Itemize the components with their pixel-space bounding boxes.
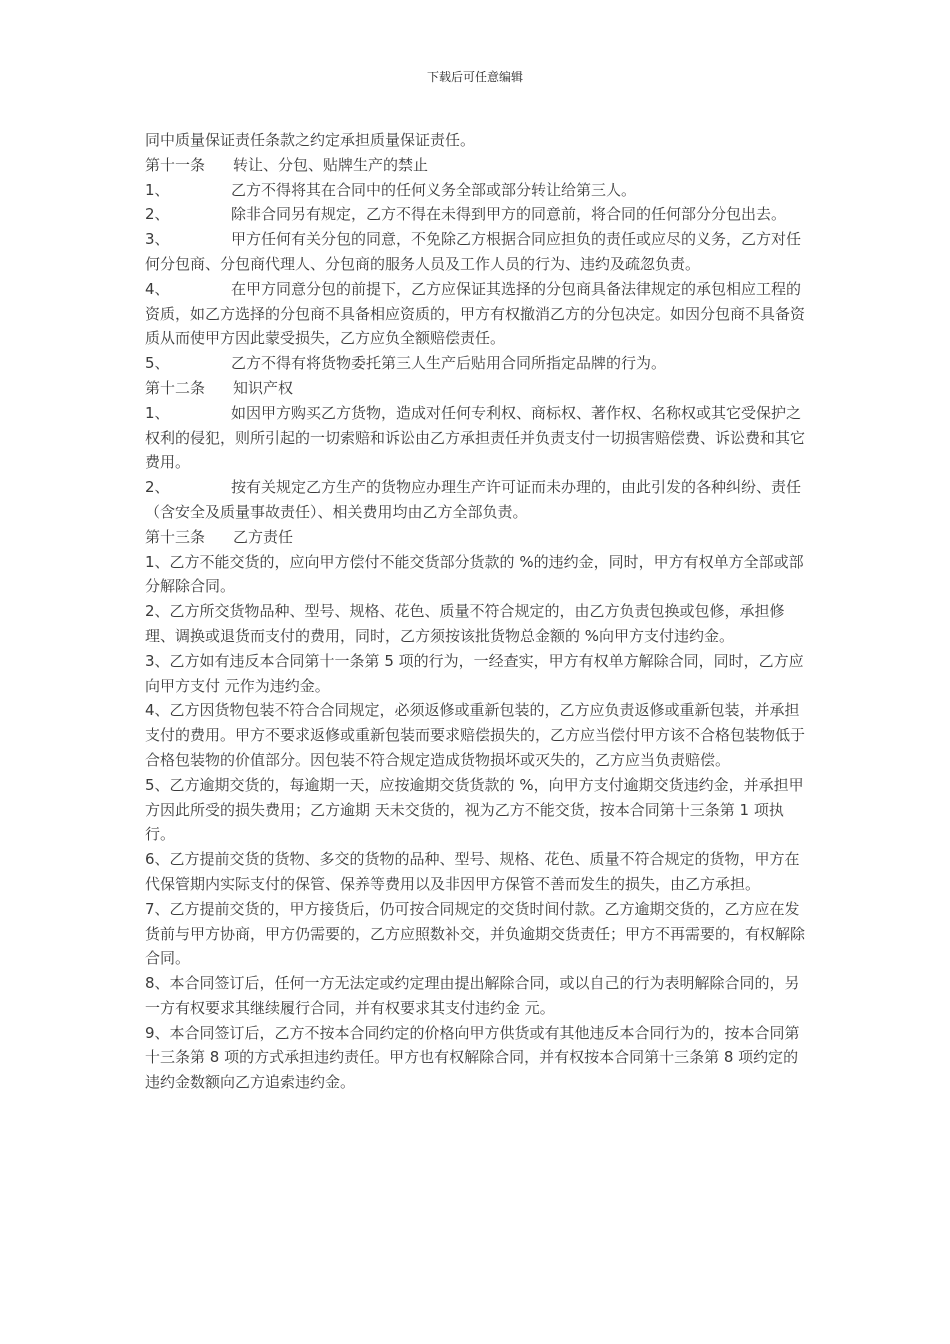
clause-number: 2、 [145,478,170,497]
clause-text: 8、本合同签订后，任何一方无法定或约定理由提出解除合同，或以自己的行为表明解除合同的，另一方有权要求其继续履行合同，并有权要求其支付违约金 元。 [145,974,800,1017]
article-heading [145,376,807,401]
article-title: 知识产权 [233,378,294,397]
clause [145,897,807,971]
clause-text: 乙方不得有将货物委托第三人生产后贴用合同所指定品牌的行为。 [231,354,667,373]
clause [145,227,807,277]
article-number: 第十二条 [145,378,206,397]
clause [145,401,807,475]
clause-text: 6、乙方提前交货的货物、多交的货物的品种、型号、规格、花色、质量不符合规定的货物，甲方在代保管期内实际支付的保管、保养等费用以及非因甲方保管不善而发生的损失，由乙方承担。 [145,850,800,893]
clause-number: 3、 [145,230,170,249]
clause [145,599,807,649]
clause-text: 3、乙方如有违反本合同第十一条第 5 项的行为，一经查实，甲方有权单方解除合同，同时，乙方应向甲方支付 元作为违约金。 [145,651,804,695]
clause [145,277,807,351]
clause-text: 如因甲方购买乙方货物，造成对任何专利权、商标权、著作权、名称权或其它受保护之权利的侵犯，则所引起的一切索赔和诉讼由乙方承担责任并负责支付一切损害赔偿费、诉讼费和其它费用。 [145,403,806,472]
clause-text: 甲方任何有关分包的同意，不免除乙方根据合同应担负的责任或应尽的义务，乙方对任何分包商、分包商代理人、分包商的服务人员及工作人员的行为、违约及疏忽负责。 [145,230,802,273]
paragraph-text: 同中质量保证责任条款之约定承担质量保证责任。 [145,131,476,149]
clause [145,773,807,847]
clause [145,971,807,1021]
clause [145,351,807,376]
clause [145,475,807,525]
clause-text: 在甲方同意分包的前提下，乙方应保证其选择的分包商具备法律规定的承包相应工程的资质，如乙方选择的分包商不具备相应资质的，甲方有权撤消乙方的分包决定。如因分包商不具备资质从而使甲方因此蒙受损失，乙方应负全额赔偿责任。 [145,279,806,348]
article-heading [145,525,807,550]
clause [145,202,807,227]
article-title: 乙方责任 [233,527,294,546]
clause-number: 2、 [145,205,170,224]
clause [145,847,807,897]
page-header: 下载后可任意编辑 [426,70,523,84]
clause-text: 1、乙方不能交货的，应向甲方偿付不能交货部分货款的 %的违约金，同时，甲方有权单方全部或部分解除合同。 [145,552,804,596]
clause [145,1021,807,1095]
clause-text: 2、乙方所交货物品种、型号、规格、花色、质量不符合规定的，由乙方负责包换或包修，承担修理、调换或退货而支付的费用，同时，乙方须按该批货物总金额的 %向甲方支付违约金。 [145,602,785,645]
paragraph [145,128,807,153]
article-number: 第十三条 [145,527,206,546]
article-number: 第十一条 [145,155,206,174]
clause [145,698,807,772]
clause-text: 9、本合同签订后，乙方不按本合同约定的价格向甲方供货或有其他违反本合同行为的，按本合同第十三条第 8 项的方式承担违约责任。甲方也有权解除合同，并有权按本合同第十三条第 8 项约定的违约金数额向乙方追索违约金。 [145,1023,800,1092]
clause [145,178,807,203]
clause-text: 除非合同另有规定，乙方不得在未得到甲方的同意前，将合同的任何部分分包出去。 [231,205,787,224]
clause-number: 1、 [145,403,170,422]
clause-number: 1、 [145,180,170,199]
clause [145,550,807,600]
article-title: 转让、分包、贴牌生产的禁止 [233,155,429,174]
clause-text: 7、乙方提前交货的，甲方接货后，仍可按合同规定的交货时间付款。乙方逾期交货的，乙方应在发货前与甲方协商，甲方仍需要的，乙方应照数补交，并负逾期交货责任；甲方不再需要的，有权解除合同。 [145,899,806,968]
clause-text: 5、乙方逾期交货的，每逾期一天，应按逾期交货货款的 %，向甲方支付逾期交货违约金，并承担甲方因此所受的损失费用；乙方逾期 天未交货的，视为乙方不能交货，按本合同第十三条第 1 项执行。 [145,775,804,844]
article-heading [145,153,807,178]
clause-number: 4、 [145,279,170,298]
clause [145,649,807,699]
clause-text: 乙方不得将其在合同中的任何义务全部或部分转让给第三人。 [231,180,637,199]
document-body [145,128,807,1095]
clause-text: 按有关规定乙方生产的货物应办理生产许可证而未办理的，由此引发的各种纠纷、责任（含安全及质量事故责任）、相关费用均由乙方全部负责。 [145,478,802,521]
clause-number: 5、 [145,354,170,373]
clause-text: 4、乙方因货物包装不符合合同规定，必须返修或重新包装的，乙方应负责返修或重新包装，并承担支付的费用。甲方不要求返修或重新包装而要求赔偿损失的，乙方应当偿付甲方该不合格包装物低于合格包装物的价值部分。因包装不符合规定造成货物损坏或灭失的，乙方应当负责赔偿。 [145,701,806,769]
